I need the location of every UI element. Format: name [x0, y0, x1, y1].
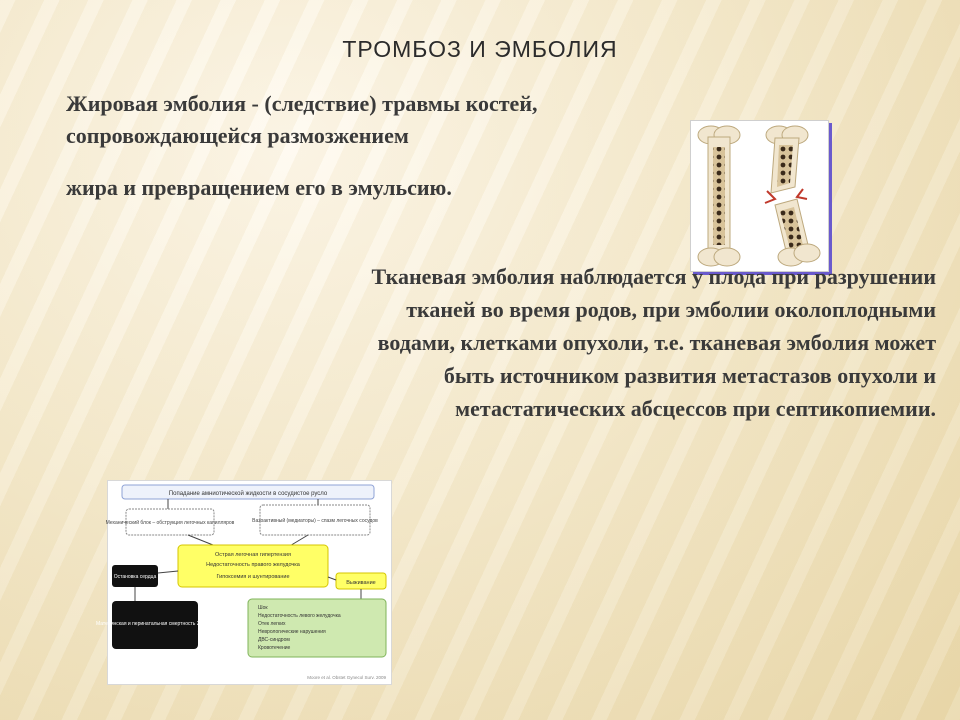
- tissue-embolism-line-5: метастатических абсцессов при септикопиемии.: [455, 396, 936, 421]
- tissue-embolism-line-2: тканей во время родов, при эмболии околоплодными: [406, 297, 936, 322]
- flowchart-list-6: Кровотечение: [258, 645, 291, 651]
- bone-fracture-icon: [691, 121, 828, 271]
- flowchart-mechanical-block: Механический блок – обструкция легочных капилляров: [105, 520, 235, 526]
- tissue-embolism-line-4: быть источником развития метастазов опухоли и: [443, 363, 936, 388]
- flowchart-center-2: Недостаточность правого желудочка: [206, 562, 300, 568]
- flowchart-arrest: Остановка сердца: [113, 574, 157, 580]
- fat-embolism-paragraph: [66, 88, 706, 152]
- flowchart-svg: [95, 481, 391, 684]
- flowchart-footer: Moore et al. Obstet Gynecol Surv. 2009: [307, 675, 386, 680]
- flowchart-center-1: Острая легочная гипертензия: [215, 552, 291, 558]
- tissue-embolism-line-1: Тканевая эмболия наблюдается у плода при разрушении: [371, 264, 936, 289]
- tissue-embolism-paragraph: [100, 260, 936, 425]
- fat-embolism-line-1: Жировая эмболия - (следствие) травмы костей,: [66, 91, 538, 116]
- flowchart-mortality: Материнская и перинатальная смертность 25-40%: [95, 621, 215, 627]
- fat-embolism-line-3: жира и превращением его в эмульсию.: [66, 175, 452, 200]
- flowchart-survival: Выживание: [346, 580, 376, 586]
- flowchart-header: Попадание амниотической жидкости в сосудистое русло: [168, 491, 328, 497]
- fat-embolism-line-2: сопровождающейся размозжением: [66, 123, 409, 148]
- slide-title: ТРОМБОЗ И ЭМБОЛИЯ: [342, 36, 618, 62]
- amniotic-embolism-flowchart: [95, 480, 392, 685]
- flowchart-vasoactive: Вазоактивный (медиаторы) – спазм легочных сосудов: [252, 518, 378, 524]
- tissue-embolism-line-3: водами, клетками опухоли, т.е. тканевая эмболия может: [377, 330, 936, 355]
- flowchart-list-4: Неврологические нарушения: [258, 629, 326, 635]
- bone-fracture-illustration: [690, 120, 829, 272]
- flowchart-list-1: Шок: [258, 605, 268, 611]
- flowchart-list-2: Недостаточность левого желудочка: [258, 613, 341, 619]
- flowchart-list-3: Отек легких: [258, 621, 286, 627]
- flowchart-center-3: Гипоксемия и шунтирование: [216, 574, 290, 580]
- flowchart-list-5: ДВС-синдром: [258, 637, 290, 643]
